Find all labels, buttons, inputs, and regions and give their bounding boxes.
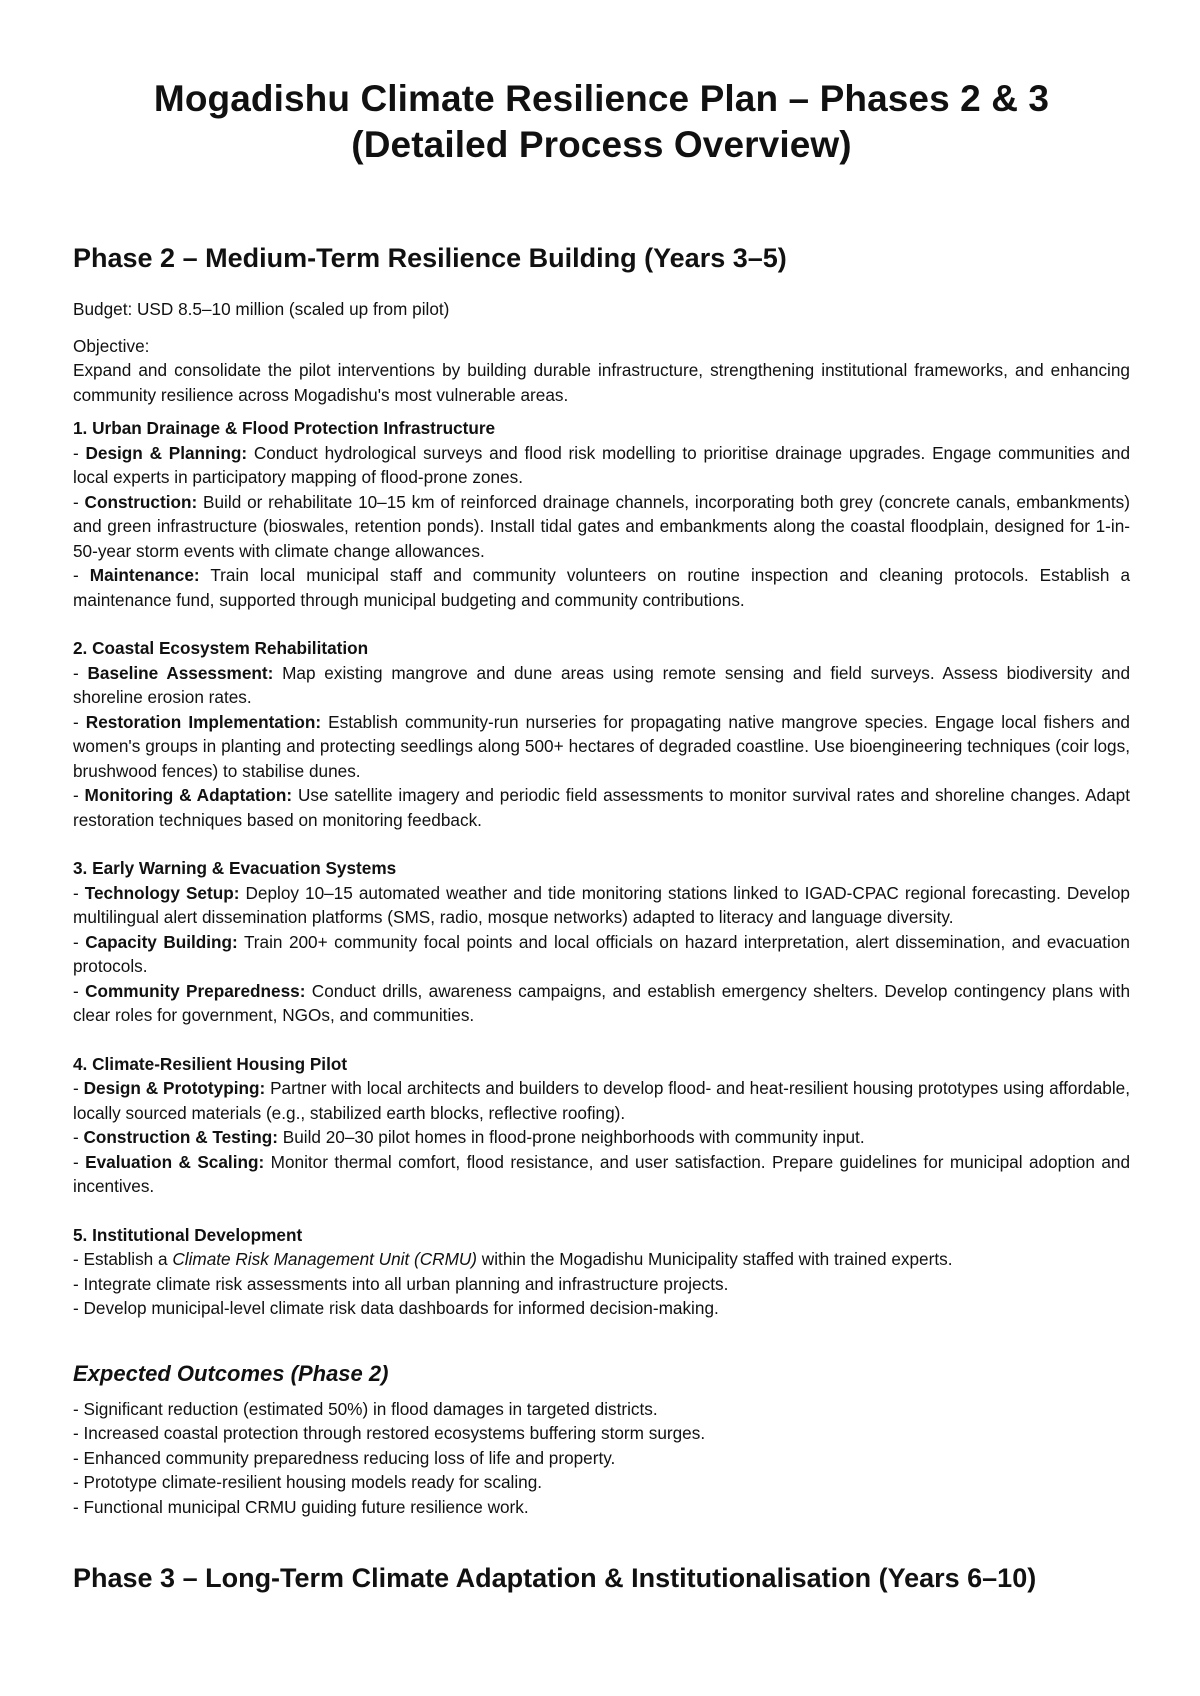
section-item: - Design & Planning: Conduct hydrological surveys and flood risk modelling to prioritise drainage upgrades. Engage communities and local experts in participatory mapping of flood-prone zones. [73,442,1131,487]
item-label: Evaluation & Scaling: [85,1151,265,1172]
section-item: - Monitoring & Adaptation: Use satellite imagery and periodic field assessments to monitor survival rates and shoreline changes. Adapt restoration techniques based on monitoring feedback. [73,785,1131,830]
section-coastal [73,636,1130,832]
item-text: Train 200+ community focal points and local officials on hazard interpretation, alert dissemination, and evacuation protocols. [73,931,1130,976]
section-item: - Construction: Build or rehabilitate 10–15 km of reinforced drainage channels, incorporating both grey (concrete canals, embankments) and green infrastructure (bioswales, retention ponds). Install tidal gates and embankments along the coastal floodplain, designed for 1-in-50-year storm events with climate change allowances. [73,491,1131,561]
section-item: - Restoration Implementation: Establish community-run nurseries for propagating native mangrove species. Engage local fishers and women's groups in planting and protecting seedlings along 500+ hectares of degraded coastline. Use bioengineering techniques (coir logs, brushwood fences) to stabilise dunes. [73,711,1130,781]
section-item: - Develop municipal-level climate risk data dashboards for informed decision-making. [73,1298,719,1318]
section-item: - Evaluation & Scaling: Monitor thermal comfort, flood resistance, and user satisfaction. Prepare guidelines for municipal adoption and incentives. [73,1151,1130,1196]
item-label: Construction & Testing: [83,1127,278,1147]
section-item [73,1247,1130,1272]
outcome-item: - Functional municipal CRMU guiding future resilience work. [73,1496,529,1517]
outcome-item: - Prototype climate-resilient housing models ready for scaling. [73,1472,543,1492]
item-label: Maintenance: [89,565,200,585]
section-early-warning [73,856,1130,1028]
phase3-heading: Phase 3 – Long-Term Climate Adaptation & Institutionalisation (Years 6–10) [73,1563,1037,1593]
crmu-term: Climate Risk Management Unit (CRMU) [172,1249,478,1269]
outcome-item: - Significant reduction (estimated 50%) in flood damages in targeted districts. [73,1398,658,1419]
item-text: Use satellite imagery and periodic field assessments to monitor survival rates and shoreline changes. Adapt restoration techniques based on monitoring feedback. [73,785,1131,830]
item-label: Monitoring & Adaptation: [84,785,293,805]
outcome-item: - Increased coastal protection through restored ecosystems buffering storm surges. [73,1423,706,1443]
section-item: - Capacity Building: Train 200+ community focal points and local officials on hazard interpretation, alert dissemination, and evacuation protocols. [73,931,1130,976]
outcomes-heading: Expected Outcomes (Phase 2) [73,1360,389,1386]
item-text: Build or rehabilitate 10–15 km of reinforced drainage channels, incorporating both grey (concrete canals, embankments) and green infrastructure (bioswales, retention ponds). Install tidal gates and embankments along the coastal floodplain, designed for 1-in-50-year storm events with climate change allowances. [73,491,1131,561]
item-label: Restoration Implementation: [85,711,322,732]
document-title: Mogadishu Climate Resilience Plan – Phases 2 & 3 (Detailed Process Overview) [153,78,1050,165]
section-institutional [73,1223,1130,1321]
section-item: - Technology Setup: Deploy 10–15 automated weather and tide monitoring stations linked to IGAD-CPAC regional forecasting. Develop multilingual alert dissemination platforms (SMS, radio, mosque networks) adapted to literacy and language diversity. [73,882,1130,927]
item-text: - Establish a [73,1249,173,1269]
section-housing [73,1052,1130,1199]
item-label: Baseline Assessment: [87,662,274,683]
outcomes-list [73,1397,1130,1520]
section-drainage [73,416,1130,612]
objective-text: Expand and consolidate the pilot interventions by building durable infrastructure, strengthening institutional frameworks, and enhancing community resilience across Mogadishu's most vulnerable areas. [73,360,1130,405]
item-label: Design & Planning: [85,442,248,463]
section-item: - Design & Prototyping: Partner with local architects and builders to develop flood- and heat-resilient housing prototypes using affordable, locally sourced materials (e.g., stabilized earth blocks, reflective roofing). [73,1078,1130,1123]
item-text: Map existing mangrove and dune areas using remote sensing and field surveys. Assess biodiversity and shoreline erosion rates. [73,662,1131,707]
section-item: - Community Preparedness: Conduct drills, awareness campaigns, and establish emergency shelters. Develop contingency plans with clear roles for government, NGOs, and communities. [73,980,1130,1025]
item-text: Partner with local architects and builders to develop flood- and heat-resilient housing prototypes using affordable, locally sourced materials (e.g., stabilized earth blocks, reflective roofing). [73,1078,1130,1123]
section-item: - Maintenance: Train local municipal staff and community volunteers on routine inspection and cleaning protocols. Establish a maintenance fund, supported through municipal budgeting and community contributions. [73,565,1131,610]
budget-line: Budget: USD 8.5–10 million (scaled up from pilot) [73,299,450,319]
section-item: - Construction & Testing: Build 20–30 pilot homes in flood-prone neighborhoods with community input. [73,1127,865,1147]
item-text: Conduct drills, awareness campaigns, and establish emergency shelters. Develop contingency plans with clear roles for government, NGOs, and communities. [73,980,1130,1025]
section-heading: 4. Climate-Resilient Housing Pilot [73,1053,348,1074]
item-text: Monitor thermal comfort, flood resistance, and user satisfaction. Prepare guidelines for municipal adoption and incentives. [73,1151,1130,1196]
section-heading: 3. Early Warning & Evacuation Systems [73,858,397,878]
section-heading: 2. Coastal Ecosystem Rehabilitation [73,638,369,658]
section-item: - Integrate climate risk assessments into all urban planning and infrastructure projects. [73,1273,729,1294]
item-text: within the Mogadishu Municipality staffed with trained experts. [477,1249,953,1269]
item-text: Conduct hydrological surveys and flood risk modelling to prioritise drainage upgrades. Engage communities and local experts in participatory mapping of flood-prone zones. [73,442,1131,487]
section-heading: 5. Institutional Development [73,1224,303,1245]
item-label: Capacity Building: [85,931,238,952]
objective-label: Objective: [73,335,150,356]
outcome-item: - Enhanced community preparedness reducing loss of life and property. [73,1447,616,1468]
item-text: Establish community-run nurseries for propagating native mangrove species. Engage local fishers and women's groups in planting and protecting seedlings along 500+ hectares of degraded coastline. Use bioengineering techniques (coir logs, brushwood fences) to stabilise dunes. [73,711,1130,781]
item-text: Train local municipal staff and community volunteers on routine inspection and cleaning protocols. Establish a maintenance fund, supported through municipal budgeting and community contributions. [73,565,1131,610]
section-item: - Baseline Assessment: Map existing mangrove and dune areas using remote sensing and field surveys. Assess biodiversity and shoreline erosion rates. [73,662,1131,707]
item-text: Build 20–30 pilot homes in flood-prone neighborhoods with community input. [277,1127,865,1147]
section-heading: 1. Urban Drainage & Flood Protection Infrastructure [73,418,496,438]
item-text: Deploy 10–15 automated weather and tide monitoring stations linked to IGAD-CPAC regional forecasting. Develop multilingual alert dissemination platforms (SMS, radio, mosque networks) adapted to literacy and language diversity. [73,882,1130,927]
item-label: Construction: [84,491,198,512]
item-label: Design & Prototyping: [83,1078,266,1098]
item-label: Technology Setup: [84,882,240,903]
phase2-heading: Phase 2 – Medium-Term Resilience Building (Years 3–5) [73,243,787,273]
item-label: Community Preparedness: [85,980,306,1001]
